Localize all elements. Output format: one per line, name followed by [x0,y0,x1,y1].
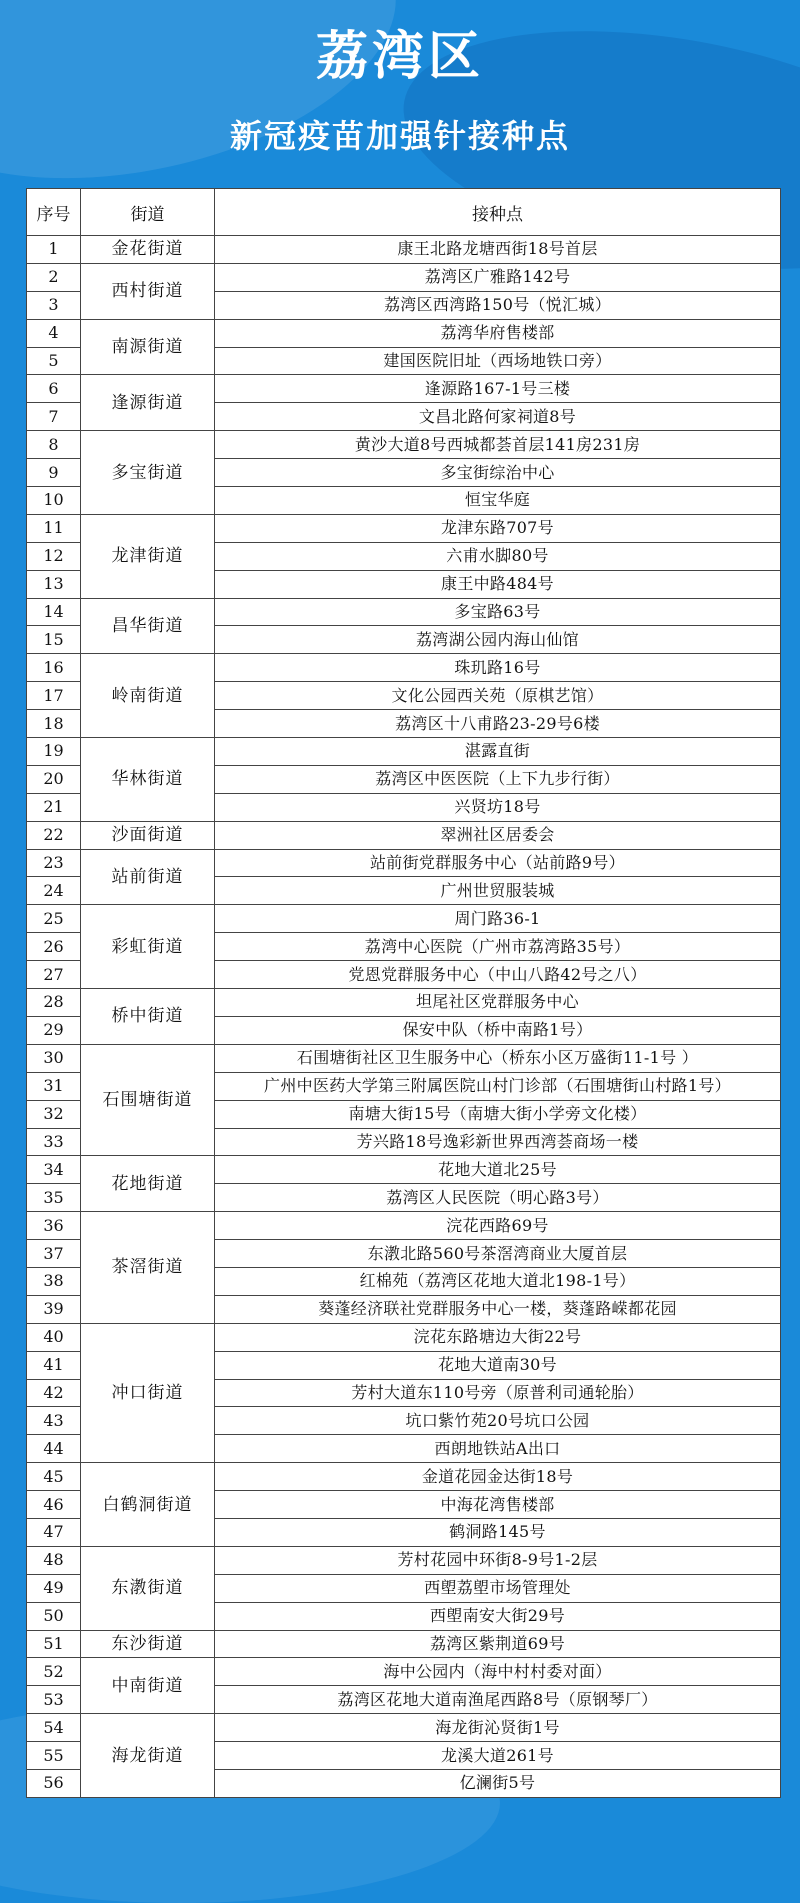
site-address: 周门路36-1 [215,905,781,933]
site-number: 53 [27,1686,81,1714]
table-row [27,1156,781,1184]
site-number: 27 [27,961,81,989]
site-address: 西塱荔塱市场管理处 [215,1574,781,1602]
site-address: 翠洲社区居委会 [215,821,781,849]
site-address: 逢源路167-1号三楼 [215,375,781,403]
street-name: 站前街道 [81,849,215,905]
site-number: 40 [27,1323,81,1351]
site-address: 龙溪大道261号 [215,1742,781,1770]
site-address: 黄沙大道8号西城都荟首层141房231房 [215,431,781,459]
site-number: 8 [27,431,81,459]
site-address: 芳村花园中环街8-9号1-2层 [215,1546,781,1574]
site-number: 50 [27,1602,81,1630]
street-name: 石围塘街道 [81,1044,215,1156]
site-number: 33 [27,1128,81,1156]
site-address: 多宝路63号 [215,598,781,626]
site-address: 荔湾区中医医院（上下九步行街） [215,765,781,793]
site-address: 浣花东路塘边大街22号 [215,1323,781,1351]
table-row [27,905,781,933]
table-row [27,1212,781,1240]
site-number: 11 [27,514,81,542]
site-number: 34 [27,1156,81,1184]
site-number: 23 [27,849,81,877]
table-row [27,1044,781,1072]
site-number: 15 [27,626,81,654]
site-address: 湛露直街 [215,738,781,766]
site-address: 海中公园内（海中村村委对面） [215,1658,781,1686]
site-number: 39 [27,1295,81,1323]
table-row [27,738,781,766]
street-name: 东漖街道 [81,1546,215,1630]
site-address: 站前街党群服务中心（站前路9号） [215,849,781,877]
site-number: 28 [27,989,81,1017]
site-number: 54 [27,1714,81,1742]
site-address: 亿澜街5号 [215,1769,781,1797]
column-header-street: 街道 [81,189,215,236]
site-address: 荔湾区紫荆道69号 [215,1630,781,1658]
street-name: 冲口街道 [81,1323,215,1462]
site-address: 荔湾区人民医院（明心路3号） [215,1184,781,1212]
street-name: 中南街道 [81,1658,215,1714]
street-name: 白鹤洞街道 [81,1463,215,1547]
site-number: 51 [27,1630,81,1658]
street-name: 岭南街道 [81,654,215,738]
site-number: 6 [27,375,81,403]
site-address: 浣花西路69号 [215,1212,781,1240]
table-row [27,375,781,403]
site-number: 4 [27,319,81,347]
site-address: 荔湾区西湾路150号（悦汇城） [215,291,781,319]
site-number: 2 [27,263,81,291]
site-address: 恒宝华庭 [215,487,781,515]
site-number: 13 [27,570,81,598]
street-name: 彩虹街道 [81,905,215,989]
table-row [27,263,781,291]
site-number: 30 [27,1044,81,1072]
site-address: 文化公园西关苑（原棋艺馆） [215,682,781,710]
street-name: 金花街道 [81,236,215,264]
street-name: 茶滘街道 [81,1212,215,1324]
site-address: 芳兴路18号逸彩新世界西湾荟商场一楼 [215,1128,781,1156]
site-address: 六甫水脚80号 [215,542,781,570]
site-address: 东漖北路560号茶滘湾商业大厦首层 [215,1240,781,1268]
site-number: 9 [27,459,81,487]
site-number: 16 [27,654,81,682]
site-number: 44 [27,1435,81,1463]
site-address: 花地大道南30号 [215,1351,781,1379]
site-number: 21 [27,793,81,821]
site-address: 康王北路龙塘西街18号首层 [215,236,781,264]
site-address: 广州世贸服装城 [215,877,781,905]
site-address: 芳村大道东110号旁（原普利司通轮胎） [215,1379,781,1407]
site-address: 中海花湾售楼部 [215,1491,781,1519]
site-number: 48 [27,1546,81,1574]
table-row [27,598,781,626]
street-name: 东沙街道 [81,1630,215,1658]
table-row [27,1658,781,1686]
table-row [27,1630,781,1658]
site-address: 海龙街沁贤街1号 [215,1714,781,1742]
site-number: 18 [27,710,81,738]
street-name: 多宝街道 [81,431,215,515]
site-number: 12 [27,542,81,570]
site-number: 37 [27,1240,81,1268]
site-number: 45 [27,1463,81,1491]
table-row [27,514,781,542]
site-address: 花地大道北25号 [215,1156,781,1184]
table-row [27,1463,781,1491]
site-address: 荔湾中心医院（广州市荔湾路35号） [215,933,781,961]
site-number: 3 [27,291,81,319]
site-number: 47 [27,1518,81,1546]
page-subtitle: 新冠疫苗加强针接种点 [229,117,570,155]
site-address: 石围塘街社区卫生服务中心（桥东小区万盛街11-1号 ） [215,1044,781,1072]
site-address: 坦尾社区党群服务中心 [215,989,781,1017]
site-number: 7 [27,403,81,431]
column-header-site: 接种点 [215,189,781,236]
site-number: 31 [27,1072,81,1100]
site-address: 金道花园金达街18号 [215,1463,781,1491]
site-address: 兴贤坊18号 [215,793,781,821]
site-number: 46 [27,1491,81,1519]
site-number: 43 [27,1407,81,1435]
street-name: 昌华街道 [81,598,215,654]
street-name: 花地街道 [81,1156,215,1212]
site-address: 党恩党群服务中心（中山八路42号之八） [215,961,781,989]
site-number: 1 [27,236,81,264]
table-header-row [27,189,781,236]
column-header-number: 序号 [27,189,81,236]
site-address: 荔湾区十八甫路23-29号6楼 [215,710,781,738]
site-address: 荔湾湖公园内海山仙馆 [215,626,781,654]
site-address: 珠玑路16号 [215,654,781,682]
table-row [27,431,781,459]
site-number: 32 [27,1100,81,1128]
site-address: 葵蓬经济联社党群服务中心一楼，葵蓬路嵘都花园 [215,1295,781,1323]
site-address: 文昌北路何家祠道8号 [215,403,781,431]
site-address: 西朗地铁站A出口 [215,1435,781,1463]
site-number: 5 [27,347,81,375]
site-number: 17 [27,682,81,710]
site-address: 南塘大街15号（南塘大街小学旁文化楼） [215,1100,781,1128]
site-number: 24 [27,877,81,905]
street-name: 逢源街道 [81,375,215,431]
site-address: 建国医院旧址（西场地铁口旁） [215,347,781,375]
site-address: 广州中医药大学第三附属医院山村门诊部（石围塘街山村路1号） [215,1072,781,1100]
site-number: 55 [27,1742,81,1770]
site-address: 荔湾区广雅路142号 [215,263,781,291]
vaccination-sites-table-container [26,188,780,1798]
table-row [27,654,781,682]
table-body [27,236,781,1798]
site-number: 25 [27,905,81,933]
site-address: 坑口紫竹苑20号坑口公园 [215,1407,781,1435]
site-number: 35 [27,1184,81,1212]
site-address: 龙津东路707号 [215,514,781,542]
site-number: 14 [27,598,81,626]
site-number: 26 [27,933,81,961]
site-number: 20 [27,765,81,793]
table-row [27,1546,781,1574]
site-number: 36 [27,1212,81,1240]
street-name: 海龙街道 [81,1714,215,1798]
site-address: 康王中路484号 [215,570,781,598]
site-address: 鹤洞路145号 [215,1518,781,1546]
table-row [27,236,781,264]
site-address: 多宝街综治中心 [215,459,781,487]
table-row [27,989,781,1017]
site-number: 41 [27,1351,81,1379]
street-name: 西村街道 [81,263,215,319]
site-number: 49 [27,1574,81,1602]
table-row [27,821,781,849]
site-number: 29 [27,1016,81,1044]
street-name: 龙津街道 [81,514,215,598]
table-row [27,1714,781,1742]
site-number: 10 [27,487,81,515]
site-address: 保安中队（桥中南路1号） [215,1016,781,1044]
street-name: 华林街道 [81,738,215,822]
site-address: 红棉苑（荔湾区花地大道北198-1号） [215,1267,781,1295]
table-row [27,1323,781,1351]
street-name: 沙面街道 [81,821,215,849]
site-number: 42 [27,1379,81,1407]
site-address: 荔湾区花地大道南渔尾西路8号（原钢琴厂） [215,1686,781,1714]
site-number: 22 [27,821,81,849]
page-title: 荔湾区 [315,27,484,87]
street-name: 南源街道 [81,319,215,375]
site-number: 52 [27,1658,81,1686]
vaccination-sites-table [26,188,781,1798]
table-row [27,849,781,877]
site-number: 19 [27,738,81,766]
street-name: 桥中街道 [81,989,215,1045]
site-address: 荔湾华府售楼部 [215,319,781,347]
site-address: 西塱南安大街29号 [215,1602,781,1630]
table-row [27,319,781,347]
site-number: 56 [27,1769,81,1797]
site-number: 38 [27,1267,81,1295]
